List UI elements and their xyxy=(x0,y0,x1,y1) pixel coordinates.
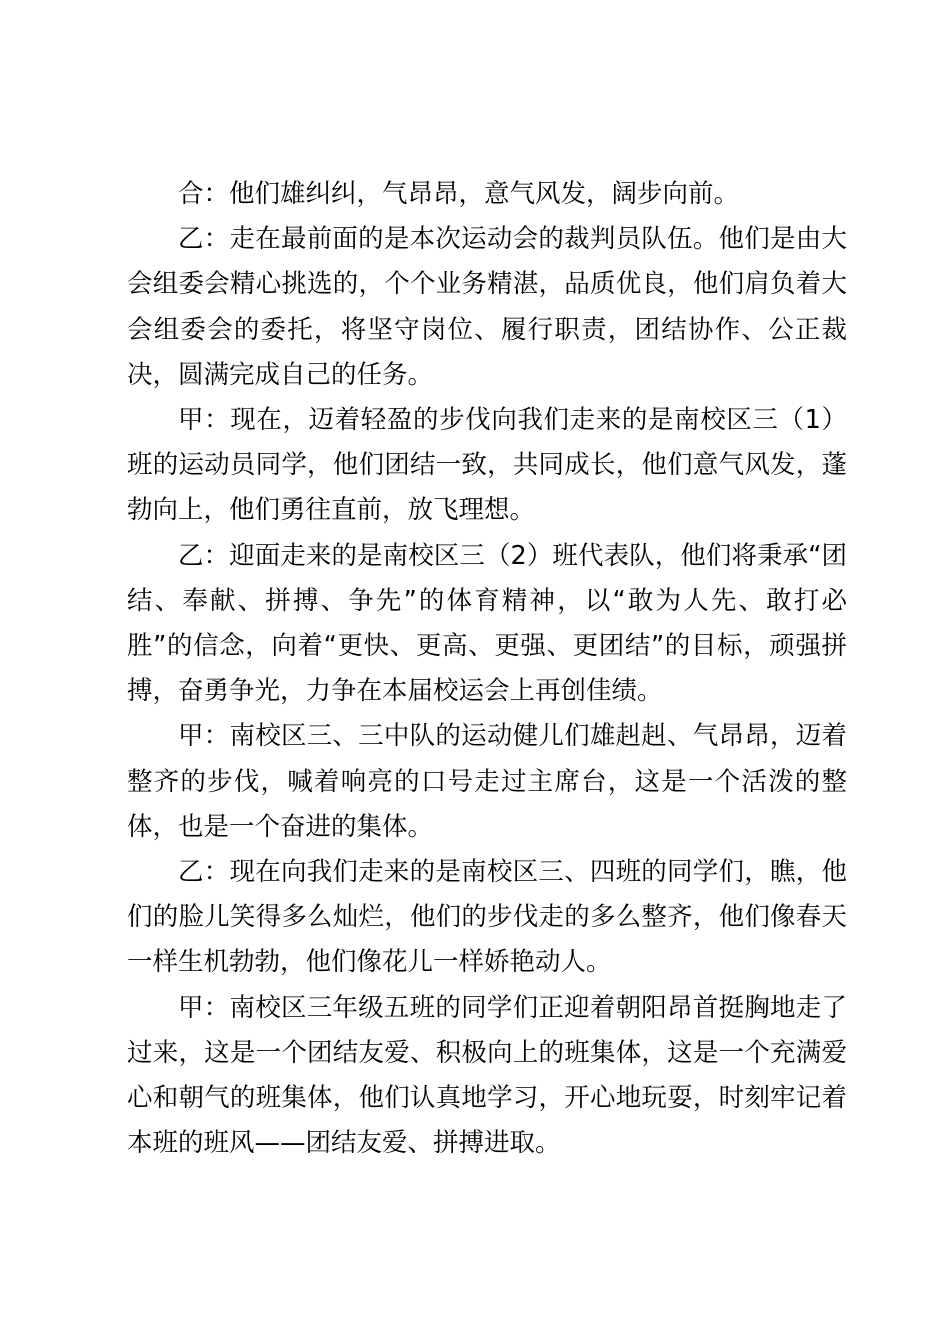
paragraph-class-3-5: 甲：南校区三年级五班的同学们正迎着朝阳昂首挺胸地走了过来，这是一个团结友爱、积极向上的班集体，这是一个充满爱心和朝气的班集体，他们认真地学习，开心地玩耍，时刻牢记着本班的班风——团结友爱、拼搏进取。 xyxy=(127,992,847,1159)
paragraph-class-3-4: 乙：现在向我们走来的是南校区三、四班的同学们，瞧，他们的脸儿笑得多么灿烂，他们的步伐走的多么整齐，他们像春天一样生机勃勃，他们像花儿一样娇艳动人。 xyxy=(127,857,847,978)
paragraph-referees: 乙：走在最前面的是本次运动会的裁判员队伍。他们是由大会组委会精心挑选的，个个业务精湛，品质优良，他们肩负着大会组委会的委托，将坚守岗位、履行职责，团结协作、公正裁决，圆满完成自己的任务。 xyxy=(127,224,847,390)
paragraph-class-3-3: 甲：南校区三、三中队的运动健儿们雄赳赳、气昂昂，迈着整齐的步伐，喊着响亮的口号走过主席台，这是一个活泼的整体，也是一个奋进的集体。 xyxy=(127,721,847,842)
paragraph-class-3-1: 甲：现在，迈着轻盈的步伐向我们走来的是南校区三（1）班的运动员同学，他们团结一致，共同成长，他们意气风发，蓬勃向上，他们勇往直前，放飞理想。 xyxy=(127,405,847,526)
paragraph-he-intro: 合：他们雄纠纠，气昂昂，意气风发，阔步向前。 xyxy=(178,179,740,209)
document-body xyxy=(127,172,847,1166)
paragraph-class-3-2: 乙：迎面走来的是南校区三（2）班代表队，他们将秉承“团结、奉献、拼搏、争先”的体育精神，以“敢为人先、敢打必胜”的信念，向着“更快、更高、更强、更团结”的目标，顽强拼搏，奋勇争光，力争在本届校运会上再创佳绩。 xyxy=(127,540,847,707)
